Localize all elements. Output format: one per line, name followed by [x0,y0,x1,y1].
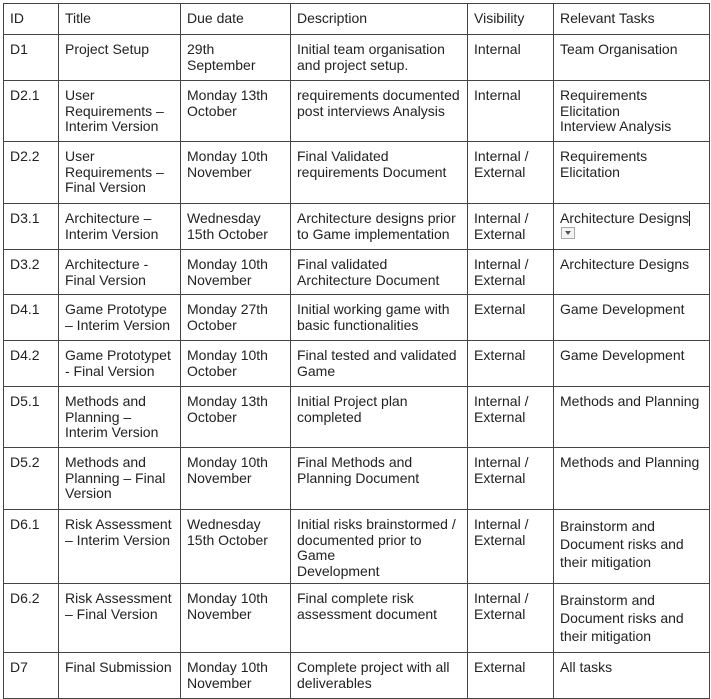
cell-id[interactable]: D3.1 [4,204,59,250]
cell-due-date[interactable]: Wednesday 15th October [181,204,291,250]
cell-title[interactable]: User Requirements – Interim Version [59,81,181,142]
header-due-date[interactable]: Due date [181,4,291,35]
header-visibility[interactable]: Visibility [468,4,554,35]
cell-visibility[interactable]: External [468,341,554,387]
cell-id[interactable]: D7 [4,653,59,699]
active-cell-text: Architecture Designs [560,210,690,226]
header-title[interactable]: Title [59,4,181,35]
cell-description[interactable]: Final tested and validated Game [291,341,468,387]
cell-id[interactable]: D6.1 [4,510,59,584]
cell-relevant-tasks[interactable]: Requirements Elicitation Interview Analysis [554,81,710,142]
cell-title[interactable]: Risk Assessment – Final Version [59,584,181,653]
cell-relevant-tasks[interactable]: Methods and Planning [554,387,710,448]
cell-visibility[interactable]: Internal [468,35,554,81]
header-description[interactable]: Description [291,4,468,35]
cell-due-date[interactable]: Monday 27th October [181,295,291,341]
cell-due-date[interactable]: Monday 10th November [181,653,291,699]
cell-description[interactable]: Final complete risk assessment document [291,584,468,653]
cell-title[interactable]: Risk Assessment – Interim Version [59,510,181,584]
cell-visibility[interactable]: Internal / External [468,204,554,250]
cell-id[interactable]: D2.2 [4,142,59,204]
cell-description[interactable]: Final validated Architecture Document [291,250,468,295]
cell-relevant-tasks-active[interactable] [554,204,710,250]
cell-id[interactable]: D4.1 [4,295,59,341]
cell-relevant-tasks[interactable]: Architecture Designs [554,250,710,295]
header-id[interactable]: ID [4,4,59,35]
cell-visibility[interactable]: External [468,295,554,341]
cell-title[interactable]: User Requirements – Final Version [59,142,181,204]
cell-due-date[interactable]: Monday 13th October [181,81,291,142]
cell-id[interactable]: D4.2 [4,341,59,387]
cell-description[interactable]: Initial team organisation and project setup. [291,35,468,81]
cell-title[interactable]: Architecture - Final Version [59,250,181,295]
table-row [4,584,710,653]
cell-relevant-tasks[interactable]: Game Development [554,295,710,341]
cell-description[interactable]: Final Methods and Planning Document [291,448,468,510]
cell-title[interactable]: Game Prototype – Interim Version [59,295,181,341]
cell-due-date[interactable]: Monday 10th November [181,584,291,653]
cell-id[interactable]: D5.2 [4,448,59,510]
cell-title[interactable]: Project Setup [59,35,181,81]
header-row [4,4,710,35]
cell-description[interactable]: Initial Project plan completed [291,387,468,448]
table-row [4,295,710,341]
cell-description[interactable]: Initial risks brainstormed / documented prior to Game Development [291,510,468,584]
table-row [4,81,710,142]
table-row [4,204,710,250]
text-cursor [689,211,690,226]
cell-title[interactable]: Architecture – Interim Version [59,204,181,250]
cell-due-date[interactable]: Monday 10th October [181,341,291,387]
cell-visibility[interactable]: Internal / External [468,387,554,448]
cell-due-date[interactable]: Monday 10th November [181,142,291,204]
cell-relevant-tasks[interactable]: Brainstorm and Document risks and their mitigation [554,510,710,584]
cell-relevant-tasks[interactable]: Methods and Planning [554,448,710,510]
cell-relevant-tasks[interactable]: Requirements Elicitation [554,142,710,204]
table-row [4,250,710,295]
cell-description[interactable]: Initial working game with basic functionalities [291,295,468,341]
cell-id[interactable]: D5.1 [4,387,59,448]
cell-due-date[interactable]: Monday 10th November [181,250,291,295]
cell-title[interactable]: Methods and Planning – Interim Version [59,387,181,448]
cell-relevant-tasks[interactable]: Brainstorm and Document risks and their mitigation [554,584,710,653]
cell-description[interactable]: Complete project with all deliverables [291,653,468,699]
header-relevant-tasks[interactable]: Relevant Tasks [554,4,710,35]
cell-relevant-tasks[interactable]: Game Development [554,341,710,387]
cell-visibility[interactable]: Internal [468,81,554,142]
cell-visibility[interactable]: Internal / External [468,584,554,653]
table-row [4,510,710,584]
cell-id[interactable]: D6.2 [4,584,59,653]
cell-description[interactable]: Architecture designs prior to Game implementation [291,204,468,250]
table-row [4,142,710,204]
cell-id[interactable]: D3.2 [4,250,59,295]
table-row [4,35,710,81]
cell-description[interactable]: Final Validated requirements Document [291,142,468,204]
cell-due-date[interactable]: Wednesday 15th October [181,510,291,584]
cell-visibility[interactable]: Internal / External [468,250,554,295]
cell-title[interactable]: Game Prototypet - Final Version [59,341,181,387]
cell-visibility[interactable]: Internal / External [468,448,554,510]
table-row [4,341,710,387]
cell-relevant-tasks[interactable]: All tasks [554,653,710,699]
dropdown-arrow-icon[interactable] [561,227,575,239]
cell-relevant-tasks[interactable]: Team Organisation [554,35,710,81]
cell-due-date[interactable]: 29th September [181,35,291,81]
cell-title[interactable]: Final Submission [59,653,181,699]
cell-description[interactable]: requirements documented post interviews Analysis [291,81,468,142]
deliverables-table [3,3,710,699]
cell-visibility[interactable]: Internal / External [468,142,554,204]
table-row [4,653,710,699]
table-row [4,387,710,448]
cell-title[interactable]: Methods and Planning – Final Version [59,448,181,510]
cell-due-date[interactable]: Monday 10th November [181,448,291,510]
cell-id[interactable]: D2.1 [4,81,59,142]
cell-visibility[interactable]: External [468,653,554,699]
cell-id[interactable]: D1 [4,35,59,81]
cell-visibility[interactable]: Internal / External [468,510,554,584]
table-row [4,448,710,510]
cell-due-date[interactable]: Monday 13th October [181,387,291,448]
